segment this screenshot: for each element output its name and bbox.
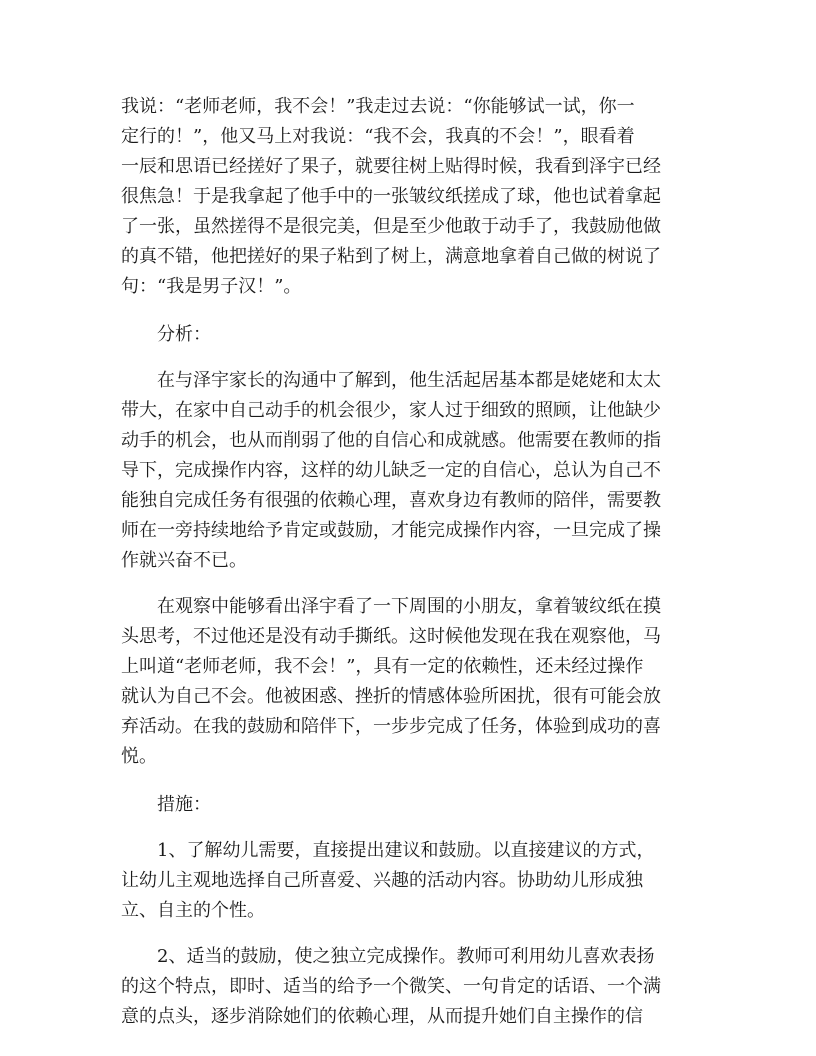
text-line: 在与泽宇家长的沟通中了解到，他生活起居基本都是姥姥和太太 <box>157 370 661 391</box>
text-line: 意的点头，逐步消除她们的依赖心理，从而提升她们自主操作的信 <box>121 1006 643 1027</box>
text-line: 句：“我是男子汉！”。 <box>121 276 302 297</box>
text-line: 师在一旁持续地给予肯定或鼓励，才能完成操作内容，一旦完成了操 <box>121 520 661 541</box>
text-line: 弃活动。在我的鼓励和陪伴下，一步步完成了任务，体验到成功的喜 <box>121 716 661 737</box>
text-line: 的这个特点，即时、适当的给予一个微笑、一句肯定的话语、一个满 <box>121 976 661 997</box>
heading-text: 措施： <box>157 794 211 815</box>
paragraph-narrative <box>121 92 693 302</box>
text-line: 立、自主的个性。 <box>121 900 265 921</box>
text-line: 很焦急！于是我拿起了他手中的一张皱纹纸搓成了球，他也试着拿起 <box>121 186 661 207</box>
text-line: 作就兴奋不已。 <box>121 550 247 571</box>
text-line: 带大，在家中自己动手的机会很少，家人过于细致的照顾，让他缺少 <box>121 400 661 421</box>
document-body <box>121 92 693 1032</box>
heading-text: 分析： <box>157 324 211 345</box>
section-heading-analysis <box>121 320 693 350</box>
text-line: 上叫道“老师老师，我不会！”，具有一定的依赖性，还未经过操作 <box>121 656 644 677</box>
text-line: 一辰和思语已经搓好了果子，就要往树上贴得时候，我看到泽宇已经 <box>121 156 661 177</box>
text-line: 2、适当的鼓励，使之独立完成操作。教师可利用幼儿喜欢表扬 <box>157 946 655 967</box>
text-line: 悦。 <box>121 746 157 767</box>
text-line: 导下，完成操作内容，这样的幼儿缺乏一定的自信心，总认为自己不 <box>121 460 661 481</box>
paragraph-measure-2 <box>121 942 693 1032</box>
text-line: 就认为自己不会。他被困惑、挫折的情感体验所困扰，很有可能会放 <box>121 686 661 707</box>
text-line: 定行的！”，他又马上对我说：“我不会，我真的不会！”，眼看着 <box>121 126 635 147</box>
paragraph-measure-1 <box>121 836 693 926</box>
text-line: 头思考，不过他还是没有动手撕纸。这时候他发现在我在观察他，马 <box>121 626 661 647</box>
text-line: 在观察中能够看出泽宇看了一下周围的小朋友，拿着皱纹纸在摸 <box>157 596 661 617</box>
text-line: 的真不错，他把搓好的果子粘到了树上，满意地拿着自己做的树说了 <box>121 246 661 267</box>
paragraph-analysis-2 <box>121 592 693 772</box>
text-line: 1、了解幼儿需要，直接提出建议和鼓励。以直接建议的方式， <box>157 840 655 861</box>
text-line: 动手的机会，也从而削弱了他的自信心和成就感。他需要在教师的指 <box>121 430 661 451</box>
text-line: 了一张，虽然搓得不是很完美，但是至少他敢于动手了，我鼓励他做 <box>121 216 661 237</box>
text-line: 能独自完成任务有很强的依赖心理，喜欢身边有教师的陪伴，需要教 <box>121 490 661 511</box>
section-heading-measures <box>121 790 693 820</box>
text-line: 让幼儿主观地选择自己所喜爱、兴趣的活动内容。协助幼儿形成独 <box>121 870 643 891</box>
paragraph-analysis-1 <box>121 366 693 576</box>
text-line: 我说：“老师老师，我不会！”我走过去说：“你能够试一试，你一 <box>121 96 635 117</box>
